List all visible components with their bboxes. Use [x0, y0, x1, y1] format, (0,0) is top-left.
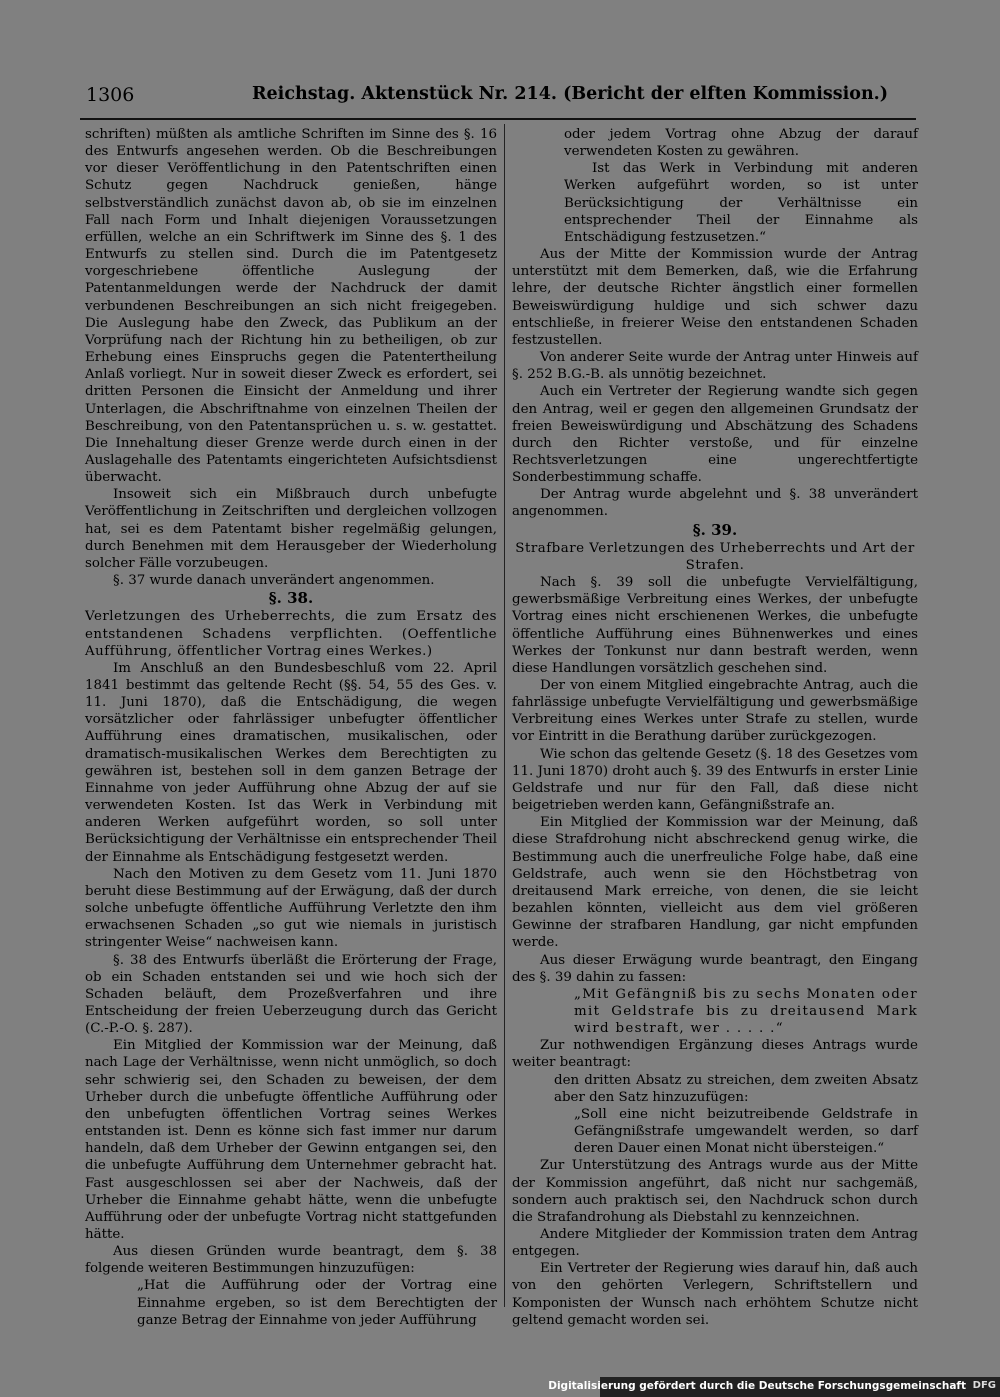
paragraph: Zur nothwendigen Ergänzung dieses Antrags wurde weiter beantragt:	[512, 1038, 918, 1071]
page-header	[86, 84, 914, 110]
section-title: Strafbare Verletzungen des Urheberrechts und Art der Strafen.	[515, 540, 915, 573]
dfg-logo-icon: DFG	[972, 1380, 996, 1391]
quoted-provision: oder jedem Vortrag ohne Abzug der darauf verwendeten Kosten zu gewähren.	[564, 127, 918, 160]
paragraph: Aus diesen Gründen wurde beantragt, dem §. 38 folgende weiteren Bestimmungen hinzuzufügen:	[85, 1244, 497, 1277]
quoted-provision: Ist das Werk in Verbindung mit anderen Werken aufgeführt worden, so ist unter Berücksichtigung der Verhältnisse ein entsprechender Theil der Einnahme als Entschädigung festzusetzen.“	[564, 161, 918, 245]
paragraph: schriften) müßten als amtliche Schriften im Sinne des §. 16 des Entwurfs angesehen werden. Ob die Beschreibungen vor dieser Veröffentlichung in den Patentschriften einen Schutz gegen Nachdruck genießen, hänge selbstverständlich zunächst davon ab, ob sie im einzelnen Fall nach Form und Inhalt diejenigen Voraussetzungen erfüllen, welche an ein Schriftwerk im Sinne des §. 1 des Entwurfs zu stellen sind. Durch die im Patentgesetz vorgeschriebene öffentliche Auslegung der Patentanmeldungen werde der Nachdruck der damit verbundenen Beschreibungen an sich nicht freigegeben. Die Auslegung habe den Zweck, das Publikum an der Vorprüfung nach der Richtung hin zu betheiligen, ob zur Erhebung eines Einspruchs gegen die Patentertheilung Anlaß vorliegt. Nur in soweit dieser Zweck es erfordert, sei dritten Personen die Einsicht der Anmeldung und ihrer Unterlagen, die Abschriftnahme von einzelnen Theilen der Beschreibung, von den Patentansprüchen u. s. w. gestattet. Die Innehaltung dieser Grenze werde durch einen in der Auslagehalle des Patentamts eingerichteten Aufsichtsdienst überwacht.	[85, 127, 497, 486]
paragraph: Zur Unterstützung des Antrags wurde aus der Mitte der Kommission angeführt, daß nicht nur sachgemäß, sondern auch praktisch sei, den Nachdruck schon durch die Strafandrohung als Diebstahl zu kennzeichnen.	[512, 1158, 918, 1225]
paragraph: Von anderer Seite wurde der Antrag unter Hinweis auf §. 252 B.G.-B. als unnötig bezeichnet.	[512, 350, 918, 383]
digitization-footer	[548, 1377, 1000, 1397]
quoted-provision: „Mit Gefängniß bis zu sechs Monaten oder mit Geldstrafe bis zu dreitausend Mark wird bestraft, wer . . . . .“	[574, 986, 918, 1037]
header-rule	[80, 118, 916, 120]
section-number: §. 38.	[268, 589, 314, 608]
paragraph: Wie schon das geltende Gesetz (§. 18 des Gesetzes vom 11. Juni 1870) droht auch §. 39 des Entwurfs in erster Linie Geldstrafe und nur für den Fall, daß diese nicht beigetrieben werden kann, Gefängnißstrafe an.	[512, 746, 918, 814]
column-divider	[504, 124, 505, 1307]
paragraph: §. 37 wurde danach unverändert angenommen.	[113, 573, 435, 589]
paragraph: Auch ein Vertreter der Regierung wandte sich gegen den Antrag, weil er gegen den allgemeinen Grundsatz der freien Beweiswürdigung und Abschätzung des Schadens durch den Richter verstoße, und für einzelne Rechtsverletzungen eine ungerechtfertigte Sonderbestimmung schaffe.	[512, 384, 918, 486]
paragraph: Ein Mitglied der Kommission war der Meinung, daß nach Lage der Verhältnisse, wenn nicht unmöglich, so doch sehr schwierig sei, den Schaden zu beweisen, der dem Urheber durch die unbefugte öffentliche Aufführung oder den unbefugten öffentlichen Vortrag seines Werkes entstanden ist. Denn es könne sich fast immer nur darum handeln, daß dem Urheber der Gewinn entgangen sei, den die unbefugte Aufführung dem Unternehmer gebracht hat. Fast ausgeschlossen sei aber der Nachweis, daß der Urheber die Einnahme gehabt hätte, wenn die unbefugte Aufführung oder der unbefugte Vortrag nicht stattgefunden hätte.	[85, 1038, 497, 1242]
section-number: §. 39.	[692, 520, 738, 539]
paragraph: Der von einem Mitglied eingebrachte Antrag, auch die fahrlässige unbefugte Vervielfältigung und gewerbsmäßige Verbreitung eines Werkes unter Strafe zu stellen, wurde vor Eintritt in die Berathung darüber zurückgezogen.	[512, 678, 918, 745]
paragraph: Ein Mitglied der Kommission war der Meinung, daß diese Strafdrohung nicht abschreckend genug wirke, die Bestimmung auch die unerfreuliche Folge habe, daß eine Geldstrafe, auch wenn sie den Höchstbetrag von dreitausend Mark erreiche, von denen, die sie leicht bezahlen könnten, vielleicht aus dem viel größeren Gewinne der strafbaren Handlung, gar nicht empfunden werde.	[512, 815, 918, 951]
right-column	[512, 126, 918, 1329]
paragraph: Im Anschluß an den Bundesbeschluß vom 22. April 1841 bestimmt das geltende Recht (§§. 54, 55 des Ges. v. 11. Juni 1870), daß die Entschädigung, die wegen vorsätzlicher oder fahrlässiger unbefugter öffentlicher Aufführung eines dramatischen, musikalischen, oder dramatisch-musikalischen Werkes dem Berechtigten zu gewähren ist, bestehen soll in dem ganzen Betrage der Einnahme von jeder Aufführung ohne Abzug der auf sie verwendeten Kosten. Ist das Werk in Verbindung mit anderen Werken aufgeführt worden, so soll unter Berücksichtigung der Verhältnisse ein entsprechender Theil der Einnahme als Entschädigung festgesetzt werden.	[85, 660, 497, 865]
paragraph: Aus der Mitte der Kommission wurde der Antrag unterstützt mit dem Bemerken, daß, wie die Erfahrung lehre, der deutsche Richter ängstlich einer formellen Beweiswürdigung huldige und sich schwer dazu entschließe, in freierer Weise den entstandenen Schaden festzustellen.	[512, 247, 918, 348]
footer-credit: Digitalisierung gefördert durch die Deutsche Forschungsgemeinschaft	[548, 1380, 966, 1392]
paragraph: Nach §. 39 soll die unbefugte Vervielfältigung, gewerbsmäßige Verbreitung eines Werkes, der unbefugte Vortrag eines nicht erschienenen Werkes, die unbefugte öffentliche Aufführung eines Bühnenwerkes und eines Werkes der Tonkunst nur dann bestraft werden, wenn diese Handlungen vorsätzlich geschehen sind.	[512, 575, 918, 676]
paragraph: Aus dieser Erwägung wurde beantragt, den Eingang des §. 39 dahin zu fassen:	[512, 952, 918, 985]
quoted-provision: „Hat die Aufführung oder der Vortrag eine Einnahme ergeben, so ist dem Berechtigten der ganze Betrag der Einnahme von jeder Aufführung	[137, 1278, 497, 1328]
paragraph: den dritten Absatz zu streichen, dem zweiten Absatz aber den Satz hinzuzufügen:	[554, 1072, 918, 1105]
quoted-provision: „Soll eine nicht beizutreibende Geldstrafe in Gefängnißstrafe umgewandelt werden, so darf deren Dauer einen Monat nicht übersteigen.“	[574, 1106, 918, 1157]
page-number: 1306	[86, 84, 135, 106]
paragraph: Insoweit sich ein Mißbrauch durch unbefugte Veröffentlichung in Zeitschriften und dergleichen vollzogen hat, sei es dem Patentamt bisher regelmäßig gelungen, durch Benehmen mit dem Herausgeber der Wiederholung solcher Fälle vorzubeugen.	[85, 487, 497, 571]
paragraph: Andere Mitglieder der Kommission traten dem Antrag entgegen.	[512, 1227, 918, 1260]
paragraph: Ein Vertreter der Regierung wies darauf hin, daß auch von den gehörten Verlegern, Schriftstellern und Komponisten der Wunsch nach erhöhtem Schutze nicht geltend gemacht worden sei.	[512, 1261, 918, 1328]
header-title: Reichstag. Aktenstück Nr. 214. (Bericht der elften Kommission.)	[252, 84, 889, 104]
left-column	[85, 126, 497, 1329]
paragraph: Der Antrag wurde abgelehnt und §. 38 unverändert angenommen.	[512, 487, 918, 520]
paragraph: §. 38 des Entwurfs überläßt die Erörterung der Frage, ob ein Schaden entstanden sei und wie hoch sich der Schaden beläuft, dem Prozeßverfahren und ihre Entscheidung der freien Ueberzeugung durch das Gericht (C.-P.-O. §. 287).	[85, 952, 497, 1037]
section-title: Verletzungen des Urheberrechts, die zum Ersatz des entstandenen Schadens verpflichten. (Oeffentliche Aufführung, öffentlicher Vortrag eines Werkes.)	[85, 609, 497, 659]
paragraph: Nach den Motiven zu dem Gesetz vom 11. Juni 1870 beruht diese Bestimmung auf der Erwägung, daß der durch solche unbefugte öffentliche Aufführung Verletzte den ihm erwachsenen Schaden „so gut wie niemals in juristisch stringenter Weise“ nachweisen kann.	[85, 866, 497, 951]
